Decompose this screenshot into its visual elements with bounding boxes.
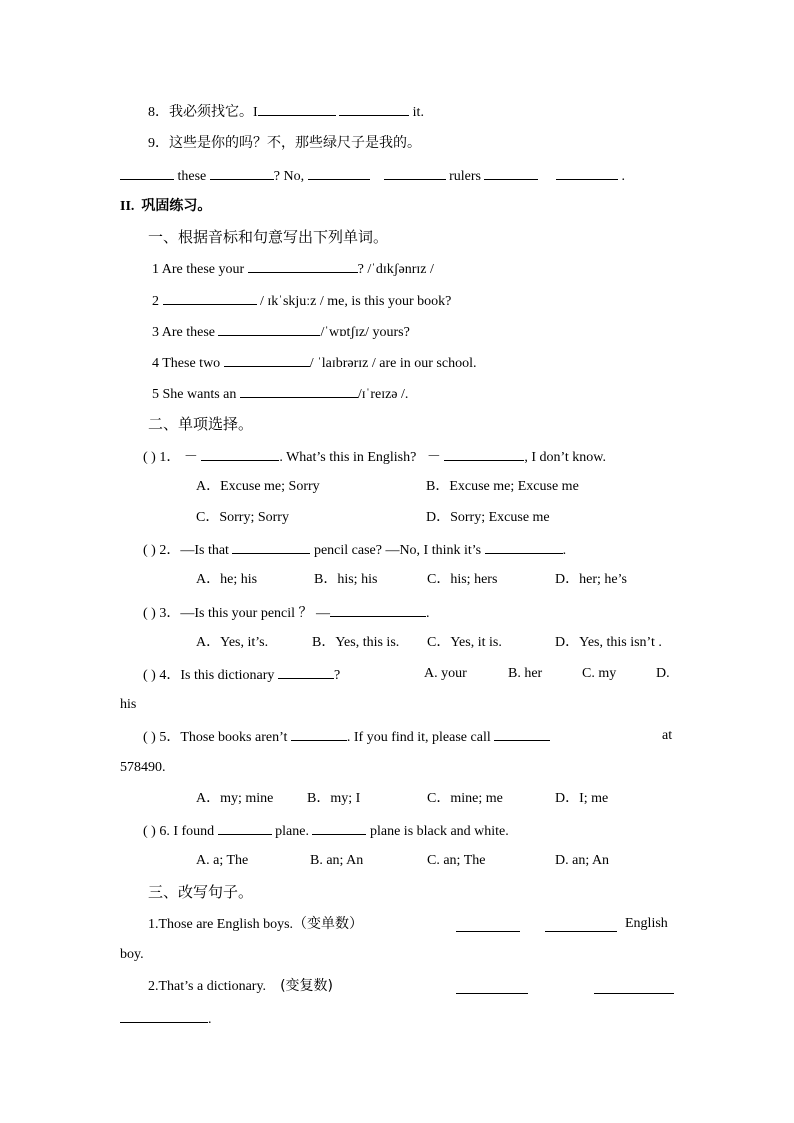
question-text: 2 (152, 294, 159, 309)
question-text: 5．Those books aren’t (159, 730, 288, 745)
mc-question-2 (143, 539, 566, 561)
mc-3-option-a[interactable]: A．Yes, it’s. (196, 635, 269, 650)
phonetic: / ɪkˈskjuːz / me, is this your book? (260, 294, 452, 309)
rewrite-2-wrap (120, 1008, 212, 1030)
answer-blank[interactable] (240, 383, 358, 398)
mc-question-5 (143, 726, 550, 748)
period: . (562, 543, 567, 558)
mc-question-1 (143, 446, 606, 468)
answer-paren[interactable]: ( ) (143, 543, 156, 558)
answer-blank[interactable] (120, 165, 174, 180)
mc-2-option-c[interactable]: C．his; hers (427, 572, 498, 587)
mc-5-option-b[interactable]: B．my; I (307, 791, 361, 806)
mc-question-6 (143, 820, 509, 842)
phonetic: /ˈwɒtʃɪz/ yours? (320, 325, 410, 340)
question-text: ? (333, 668, 341, 683)
answer-blank[interactable] (232, 539, 310, 554)
word: ? No, (273, 169, 305, 184)
mc-6-option-c[interactable]: C. an; The (427, 853, 486, 868)
part-3-title: 三、改写句子。 (148, 883, 254, 901)
word: . (621, 169, 625, 184)
answer-blank[interactable] (556, 165, 618, 180)
answer-blank[interactable] (444, 446, 524, 461)
mc-6-option-a[interactable]: A. a; The (196, 853, 249, 868)
answer-blank[interactable] (485, 539, 563, 554)
mc-6-option-b[interactable]: B. an; An (310, 853, 364, 868)
section-title: 巩固练习。 (141, 198, 212, 214)
question-text: 4 These two (152, 356, 221, 371)
mc-4-option-b[interactable]: B. her (508, 666, 543, 681)
answer-blank[interactable] (291, 726, 347, 741)
answer-paren[interactable]: ( ) (143, 450, 156, 465)
mc-4-option-d[interactable]: D. (656, 666, 670, 681)
phonetic: ? /ˈdɪkʃənrɪz / (357, 262, 434, 277)
question-text: . If you find it, please call (346, 730, 491, 745)
mc-1-option-b[interactable]: B．Excuse me; Excuse me (426, 479, 579, 494)
question-8 (148, 101, 424, 123)
answer-blank[interactable] (456, 979, 528, 994)
question-9 (148, 133, 421, 154)
instruction-hint: (变复数) (280, 978, 333, 994)
question-text: 1 Are these your (152, 262, 245, 277)
answer-blank[interactable] (330, 602, 426, 617)
answer-blank[interactable] (456, 917, 520, 932)
question-number: 9． (148, 136, 169, 151)
answer-blank[interactable] (484, 165, 538, 180)
chinese-prompt: 这些是你的吗？不，那些绿尺子是我的。 (169, 135, 421, 151)
question-text: 6. I found (159, 824, 215, 839)
question-text: pencil case? —No, I think it’s (313, 543, 482, 558)
phonetic: /ɪˈreɪzə /. (357, 387, 409, 402)
mc-3-option-c[interactable]: C．Yes, it is. (427, 635, 502, 650)
dash: － (426, 450, 441, 465)
rewrite-1-tail: English (625, 916, 668, 931)
question-text: 5 She wants an (152, 387, 237, 402)
answer-blank[interactable] (545, 917, 617, 932)
question-text: 4．Is this dictionary (159, 668, 275, 683)
sentence: 2.That’s a dictionary. (148, 979, 267, 994)
answer-blank[interactable] (494, 726, 550, 741)
rewrite-1 (148, 914, 363, 935)
mc-2-option-a[interactable]: A．he; his (196, 572, 258, 587)
mc-question-3 (143, 602, 430, 624)
mc-1-option-a[interactable]: A．Excuse me; Sorry (196, 479, 320, 494)
answer-paren[interactable]: ( ) (143, 730, 156, 745)
mc-5-option-d[interactable]: D．I; me (555, 791, 609, 806)
part-1-q5 (152, 383, 408, 405)
question-text: , I don’t know. (524, 450, 607, 465)
mc-3-option-d[interactable]: D．Yes, this isn’t . (555, 635, 662, 650)
question-text: 3 Are these (152, 325, 215, 340)
answer-blank[interactable] (201, 446, 279, 461)
part-1-q3 (152, 321, 410, 343)
answer-blank[interactable] (594, 979, 674, 994)
section-number: II. (120, 199, 135, 214)
period: . (208, 1012, 212, 1027)
part-1-q4 (152, 352, 476, 374)
section-2-heading (120, 196, 211, 217)
answer-blank[interactable] (120, 1008, 208, 1023)
part-2-title: 二、单项选择。 (148, 415, 254, 433)
answer-blank[interactable] (384, 165, 446, 180)
answer-blank[interactable] (258, 101, 336, 116)
chinese-prompt: 我必须找它。 (169, 104, 253, 120)
rewrite-1-wrap: boy. (120, 947, 144, 962)
question-number: 8． (148, 105, 169, 120)
word: I (253, 105, 258, 120)
question-text: 2．—Is that (159, 543, 229, 558)
answer-blank[interactable] (218, 321, 320, 336)
answer-blank[interactable] (218, 820, 272, 835)
answer-blank[interactable] (278, 664, 334, 679)
mc-1-option-c[interactable]: C．Sorry; Sorry (196, 510, 289, 525)
part-1-q1 (152, 258, 434, 280)
answer-paren[interactable]: ( ) (143, 606, 156, 621)
answer-paren[interactable]: ( ) (143, 668, 156, 683)
instruction-hint: （变单数） (293, 916, 364, 932)
word: it. (412, 105, 424, 120)
question-text: plane. (275, 824, 309, 839)
question-text: plane is black and white. (369, 824, 509, 839)
question-9-answer-line (120, 165, 625, 187)
phonetic: / ˈlaɪbrərɪz / are in our school. (309, 356, 477, 371)
mc-2-option-d[interactable]: D．her; he’s (555, 572, 627, 587)
sentence: 1.Those are English boys. (148, 917, 294, 932)
mc-5-phone: 578490. (120, 760, 166, 775)
mc-5-option-c[interactable]: C．mine; me (427, 791, 503, 806)
mc-6-option-d[interactable]: D. an; An (555, 853, 610, 868)
answer-blank[interactable] (308, 165, 370, 180)
question-number: 1． (159, 450, 181, 465)
answer-blank[interactable] (163, 290, 257, 305)
mc-1-option-d[interactable]: D．Sorry; Excuse me (426, 510, 550, 525)
word: rulers (449, 169, 481, 184)
mc-2-option-b[interactable]: B．his; his (314, 572, 378, 587)
mc-4-option-a[interactable]: A. your (424, 666, 467, 681)
word: these (177, 169, 207, 184)
part-1-q2 (152, 290, 451, 312)
part-1-title: 一、根据音标和句意写出下列单词。 (148, 228, 389, 246)
answer-blank[interactable] (339, 101, 409, 116)
answer-paren[interactable]: ( ) (143, 824, 156, 839)
rewrite-2 (148, 976, 333, 997)
question-text: 3．—Is this your pencil ？ — (159, 606, 331, 621)
answer-blank[interactable] (312, 820, 366, 835)
period: . (426, 606, 430, 621)
answer-blank[interactable] (224, 352, 310, 367)
mc-5-option-a[interactable]: A．my; mine (196, 791, 274, 806)
dash: － (183, 450, 198, 465)
question-text: . What’s this in English? (279, 450, 417, 465)
mc-5-at: at (662, 728, 673, 743)
answer-blank[interactable] (210, 165, 274, 180)
mc-4-option-c[interactable]: C. my (582, 666, 617, 681)
answer-blank[interactable] (248, 258, 358, 273)
mc-3-option-b[interactable]: B．Yes, this is. (312, 635, 400, 650)
mc-4-option-d-text: his (120, 697, 137, 712)
mc-question-4 (143, 664, 340, 686)
